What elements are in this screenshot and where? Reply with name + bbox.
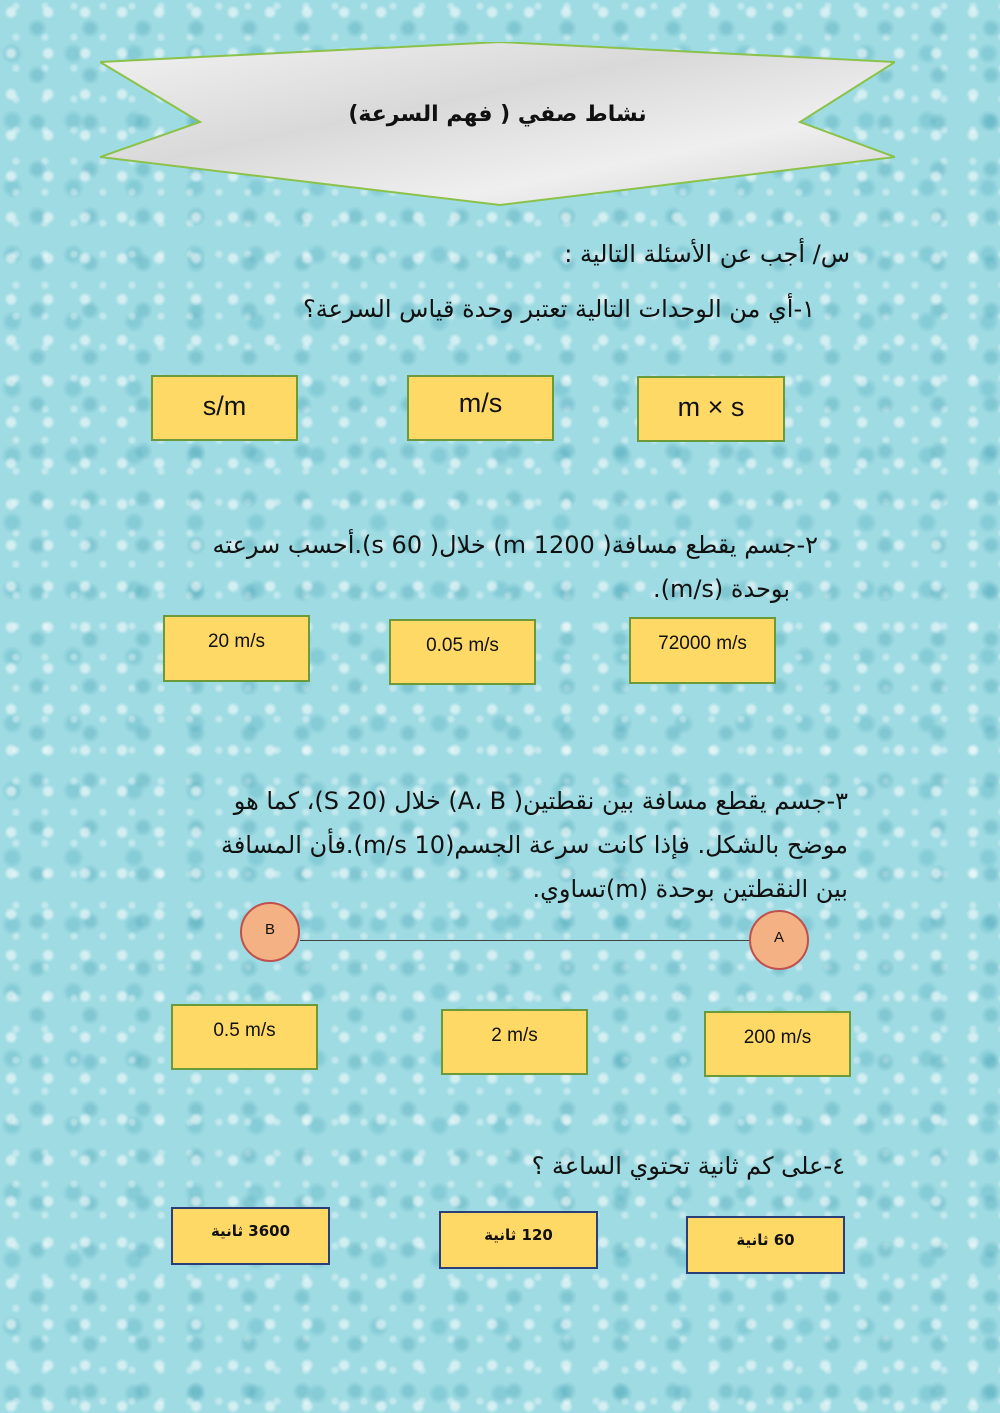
q1-option-1[interactable]: m × s xyxy=(637,376,785,442)
q4-option-3[interactable]: 3600 ثانية xyxy=(171,1207,330,1265)
instruction: س/ أجب عن الأسئلة التالية : xyxy=(564,240,850,268)
q3-option-2[interactable]: 2 m/s xyxy=(441,1009,588,1075)
page-title: نشاط صفي ( فهم السرعة) xyxy=(348,102,647,127)
point-a: A xyxy=(749,910,809,970)
q3-option-3[interactable]: 0.5 m/s xyxy=(171,1004,318,1070)
question-4-text: ٤-على كم ثانية تحتوي الساعة ؟ xyxy=(531,1152,845,1180)
q4-option-1[interactable]: 60 ثانية xyxy=(686,1216,845,1274)
question-3-line-2: موضح بالشكل. فإذا كانت سرعة الجسم(10 m/s).فأن المسافة xyxy=(220,831,848,859)
q4-option-2[interactable]: 120 ثانية xyxy=(439,1211,598,1269)
question-1-text: ١-أي من الوحدات التالية تعتبر وحدة قياس السرعة؟ xyxy=(302,295,815,323)
q3-option-1[interactable]: 200 m/s xyxy=(704,1011,851,1077)
question-3-line-1: ٣-جسم يقطع مسافة بين نقطتين( A، B) خلال (20 S)، كما هو xyxy=(233,787,848,815)
point-b: B xyxy=(240,902,300,962)
q2-option-3[interactable]: 20 m/s xyxy=(163,615,310,682)
segment-a-b xyxy=(300,940,750,941)
question-3-line-3: بين النقطتين بوحدة (m)تساوي. xyxy=(532,875,848,903)
q2-option-2[interactable]: 0.05 m/s xyxy=(389,619,536,685)
q1-option-2[interactable]: m/s xyxy=(407,375,554,441)
q2-option-1[interactable]: 72000 m/s xyxy=(629,617,776,684)
question-2-line-2: بوحدة (m/s). xyxy=(652,575,790,603)
q1-option-3[interactable]: s/m xyxy=(151,375,298,441)
question-2-line-1: ٢-جسم يقطع مسافة( 1200 m) خلال( 60 s).أحسب سرعته xyxy=(212,531,818,559)
